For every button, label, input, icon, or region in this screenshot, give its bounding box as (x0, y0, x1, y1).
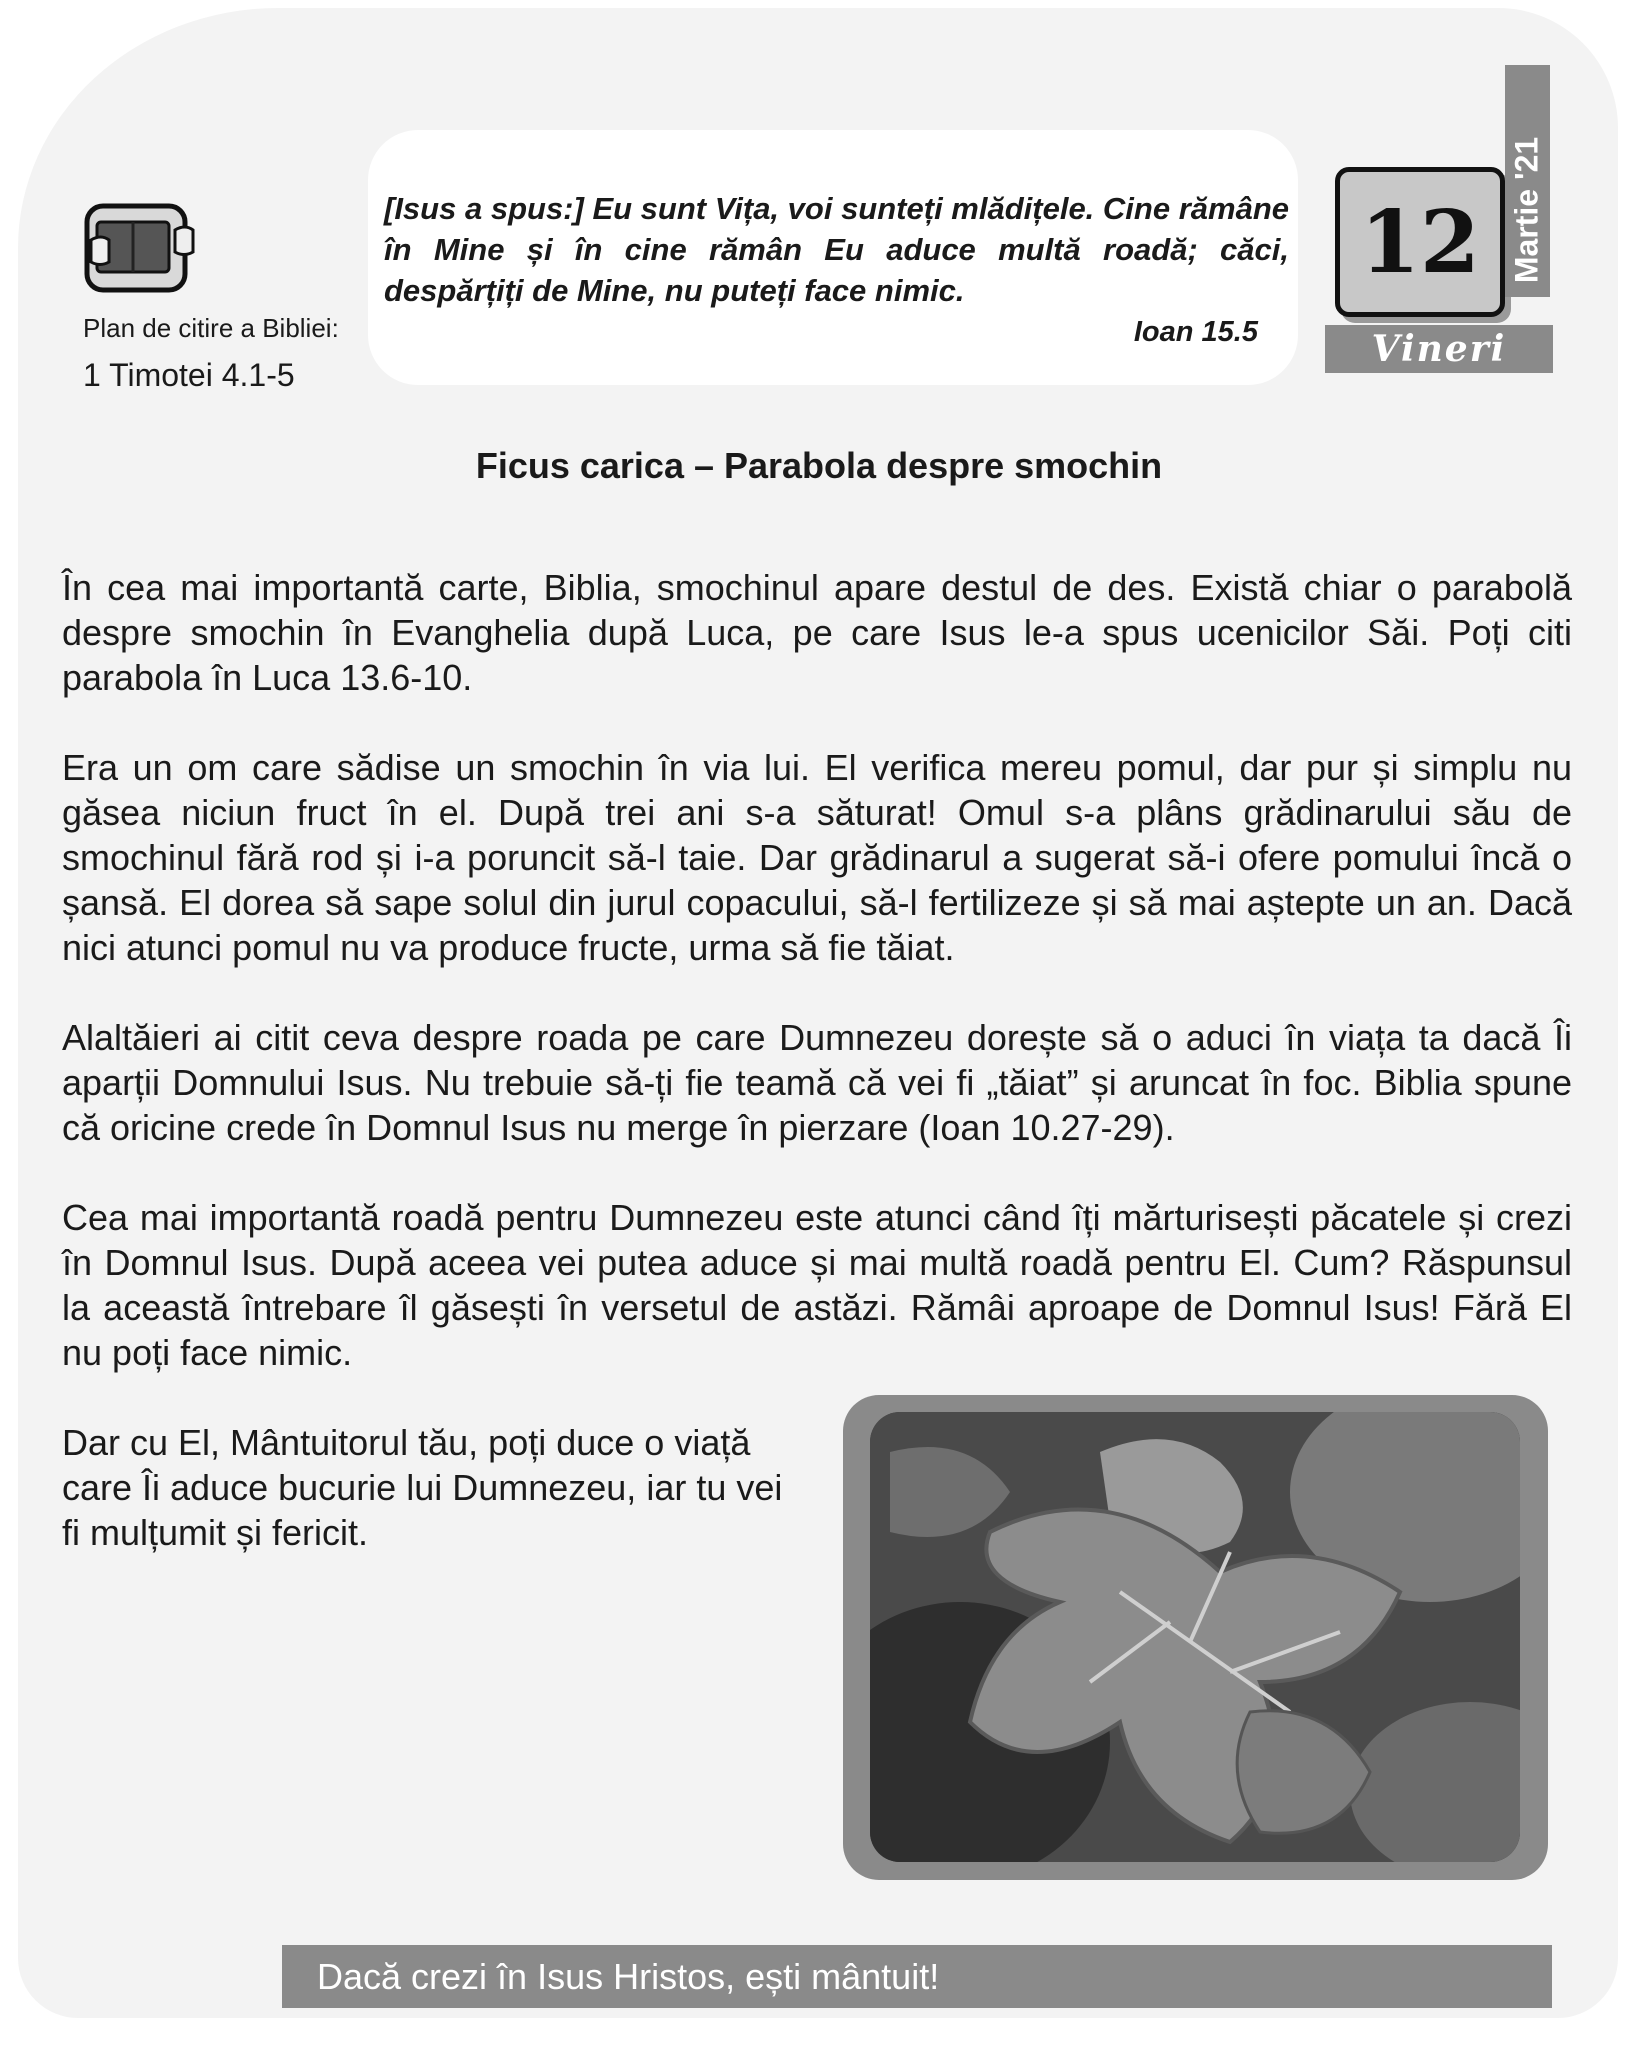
bible-reading-icon (83, 200, 198, 295)
paragraph-1: În cea mai importantă carte, Biblia, smochinul apare destul de des. Există chiar o parabolă despre smochin în Evanghelia după Luca, pe care Isus le-a spus ucenicilor Săi. Poți citi parabola în Luca 13.6-10. (62, 567, 1572, 698)
paragraph-2: Era un om care sădise un smochin în via lui. El verifica mereu pomul, dar pur și simplu nu găsea niciun fruct în el. După trei ani s-a săturat! Omul s-a plâns grădinarului său de smochinul fără rod și i-a poruncit să-l taie. Dar grădinarul a sugerat să-i ofere pomului încă o șansă. El dorea să sape solul din jurul copacului, să-l fertilizeze și să mai aștepte un an. Dacă nici atunci pomul nu va produce fructe, urma să fie tăiat. (62, 747, 1572, 968)
paragraph-5: Dar cu El, Mântuitorul tău, poți duce o viață care Îi aduce bucurie lui Dumnezeu, iar tu vei fi mulțumit și fericit. (62, 1422, 783, 1553)
reading-plan-reference: 1 Timotei 4.1-5 (83, 357, 295, 393)
paragraph-3: Alaltăieri ai citit ceva despre roada pe care Dumnezeu dorește să o aduci în viața ta dacă Îi aparții Domnului Isus. Nu trebuie să-ți fie teamă că vei fi „tăiat” și aruncat în foc. Biblia spune că oricine crede în Domnul Isus nu merge în pierzare (Ioan 10.27-29). (62, 1017, 1572, 1148)
footer-text: Dacă crezi în Isus Hristos, ești mântuit! (317, 1955, 940, 1997)
verse-text: [Isus a spus:] Eu sunt Vița, voi sunteți mlădițele. Cine rămâne în Mine și în cine rămân Eu aduce multă roadă; căci, despărțiți de Mine, nu puteți face nimic. (384, 191, 1289, 308)
article-title: Ficus carica – Parabola despre smochin (475, 445, 1163, 486)
date-box (1335, 167, 1505, 317)
verse-reference: Ioan 15.5 (1133, 316, 1258, 348)
date-month: Martie '21 (1508, 136, 1545, 284)
reading-plan-label: Plan de citire a Bibliei: (83, 313, 339, 343)
date-day: 12 (1360, 191, 1480, 293)
paragraph-4: Cea mai importantă roadă pentru Dumnezeu este atunci când îți mărturisești păcatele și crezi în Domnul Isus. După aceea vei putea aduce și mai multă roadă pentru El. Cum? Răspunsul la această întrebare îl găsești în versetul de astăzi. Rămâi aproape de Domnul Isus! Fără El nu poți face nimic. (62, 1197, 1572, 1373)
footer-banner (282, 1945, 1552, 2008)
date-weekday: Vineri (1325, 325, 1553, 373)
fig-leaves-photo (870, 1412, 1520, 1862)
